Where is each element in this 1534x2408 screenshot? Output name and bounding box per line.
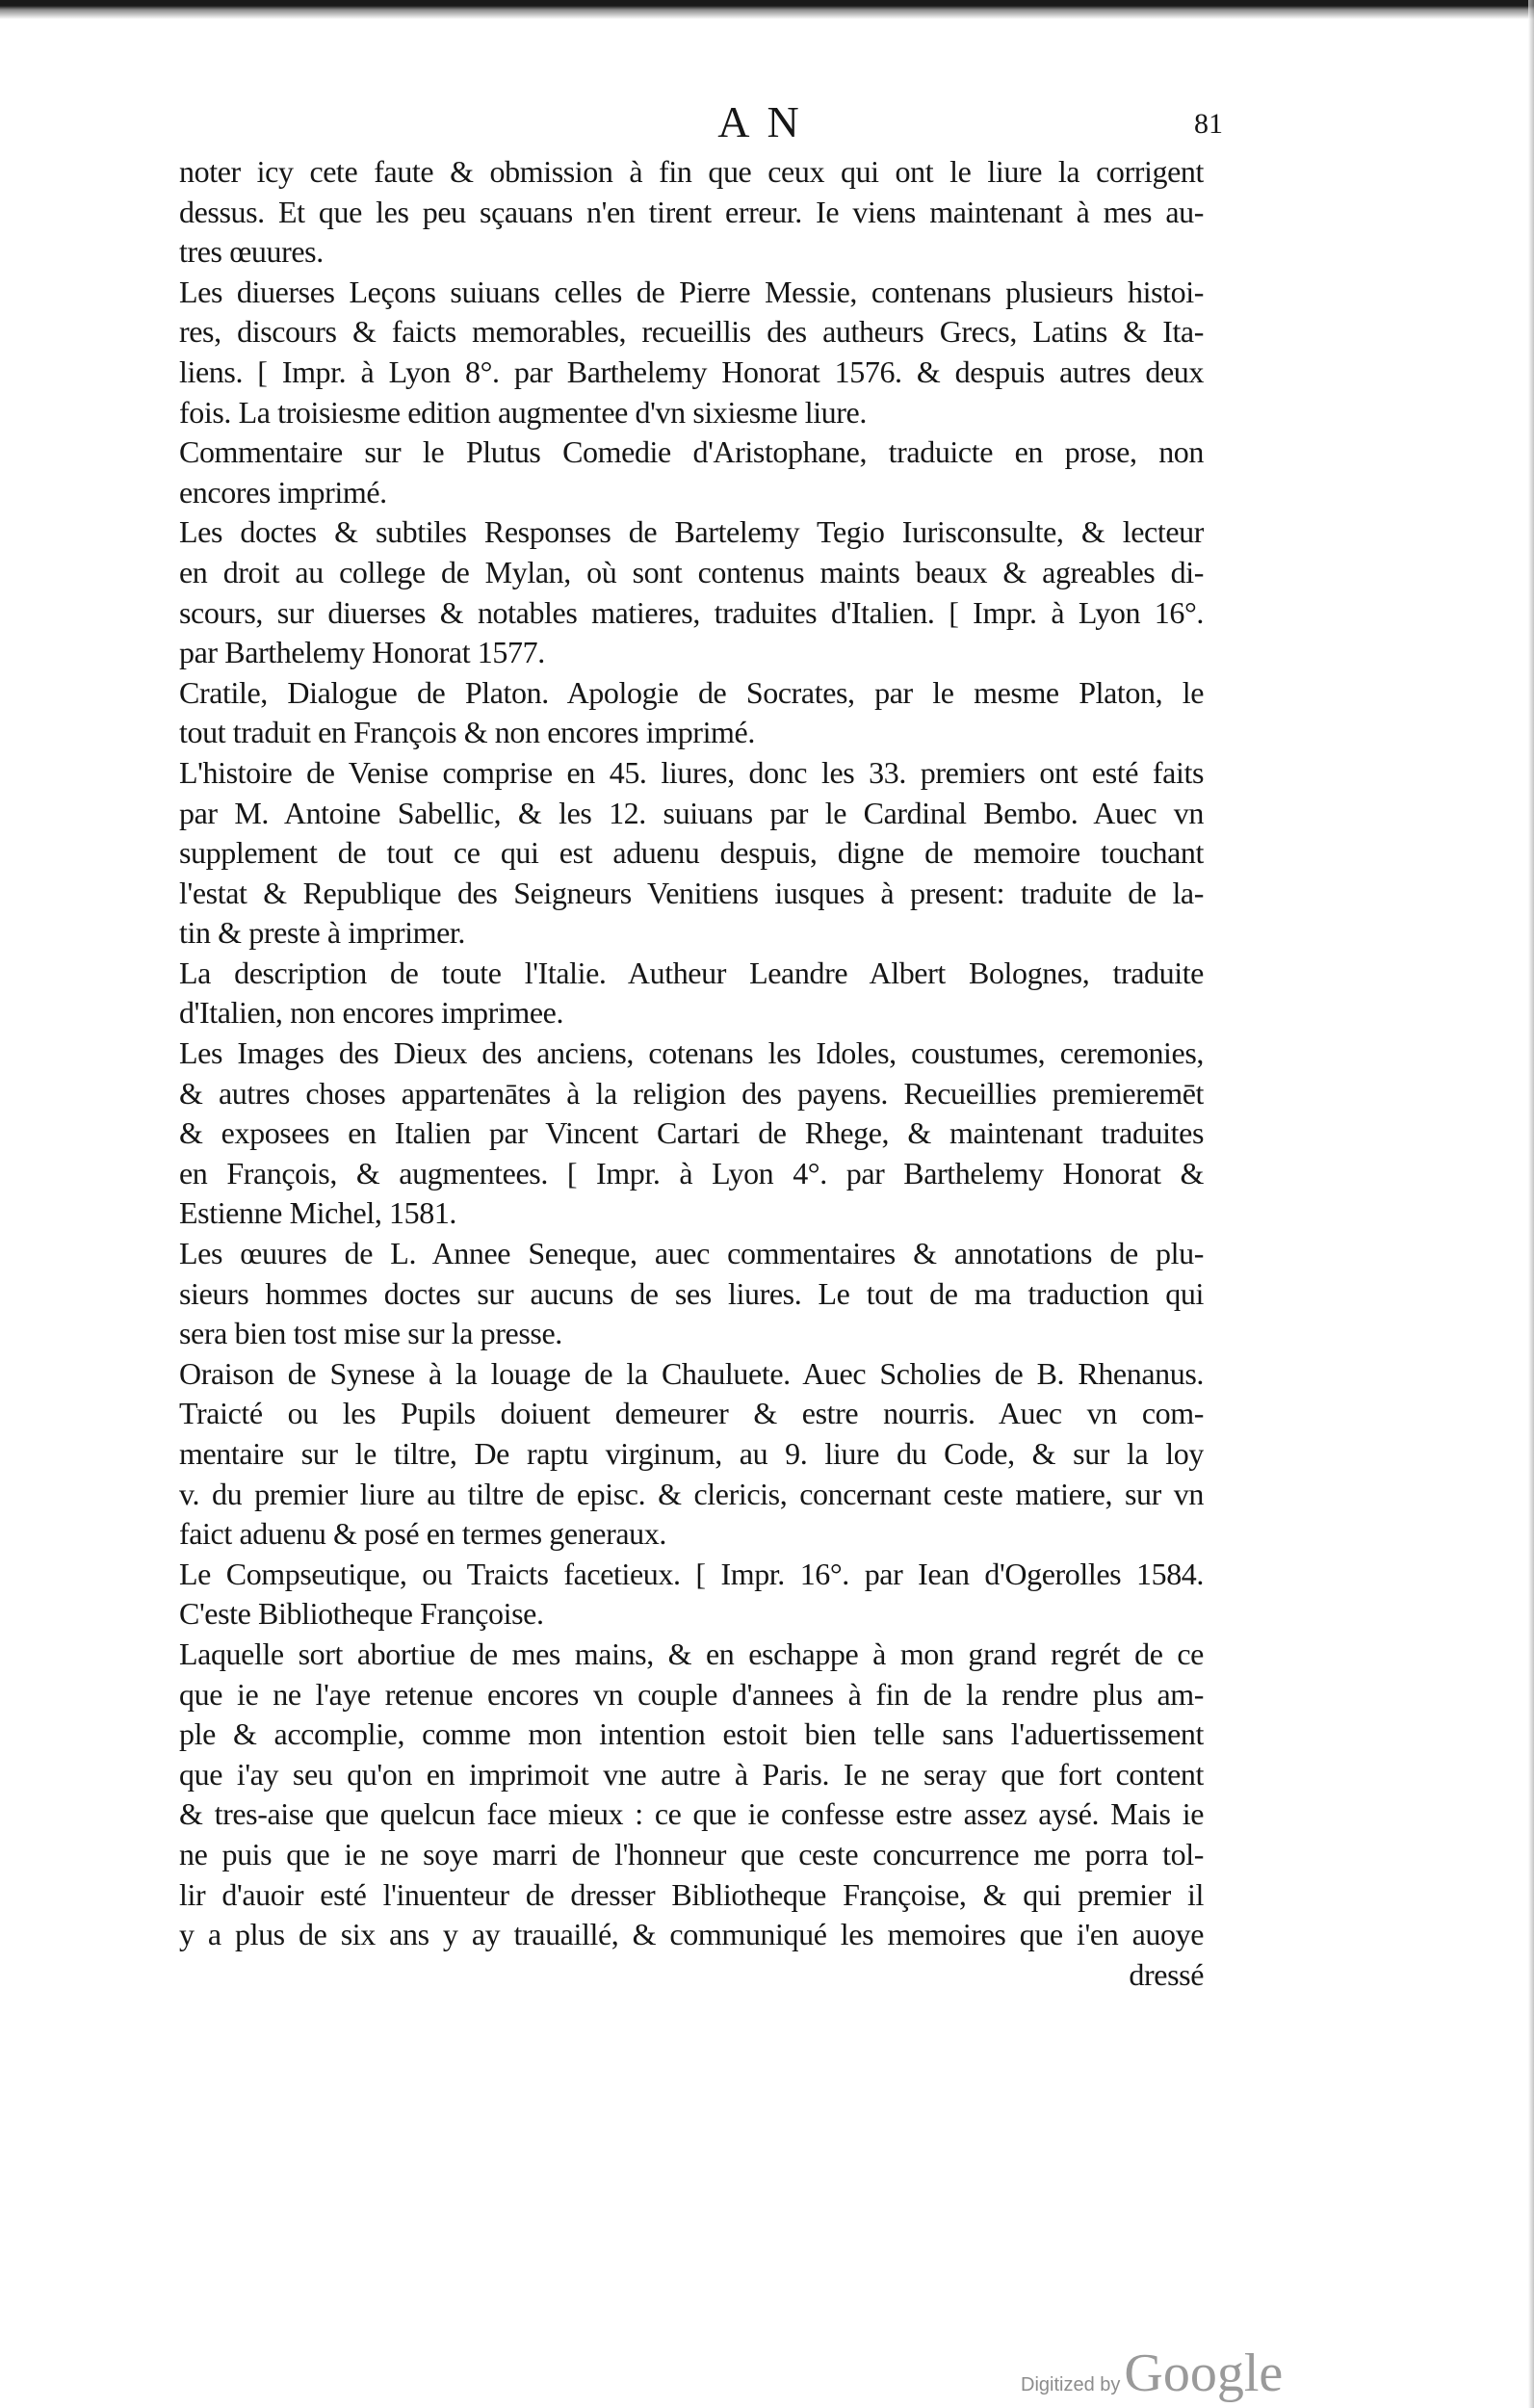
text-line: lir d'auoir esté l'inuenteur de dresser Bibliotheque Françoise, & qui premier il: [179, 1876, 1204, 1912]
scan-right-edge: [1528, 0, 1534, 2408]
attribution-prefix: Digitized by: [1021, 2374, 1121, 2395]
text-line: Cratile, Dialogue de Platon. Apologie de Socrates, par le mesme Platon, le: [179, 674, 1204, 710]
text-line: tout traduit en François & non encores imprimé.: [179, 715, 755, 750]
text-line: y a plus de six ans y ay trauaillé, & communiqué les memoires que i'en auoye: [179, 1917, 1204, 1952]
text-line: scours, sur diuerses & notables matieres, traduites d'Italien. [ Impr. à Lyon 16°.: [179, 594, 1204, 630]
text-line: Les doctes & subtiles Responses de Bartelemy Tegio Iurisconsulte, & lecteur: [179, 514, 1204, 550]
text-line: v. du premier liure au tiltre de episc. & clericis, concernant ceste matiere, sur vn: [179, 1476, 1204, 1511]
text-line: que i'ay seu qu'on en imprimoit vne autre à Paris. Ie ne seray que fort content: [179, 1756, 1204, 1792]
text-line: Les œuures de L. Annee Seneque, auec commentaires & annotations de plu-: [179, 1236, 1204, 1271]
text-line: tres œuures.: [179, 234, 324, 270]
text-line: La description de toute l'Italie. Autheur Leandre Albert Bolognes, traduite: [179, 955, 1204, 990]
text-line: par Barthelemy Honorat 1577.: [179, 635, 545, 670]
scan-top-edge: [0, 0, 1534, 21]
text-line: par M. Antoine Sabellic, & les 12. suiuans par le Cardinal Bembo. Auec vn: [179, 795, 1204, 830]
text-line: C'este Bibliotheque Françoise.: [179, 1596, 544, 1632]
text-line: Les Images des Dieux des anciens, cotenans les Idoles, coustumes, ceremonies,: [179, 1035, 1204, 1071]
text-line: ple & accomplie, comme mon intention estoit bien telle sans l'aduertissement: [179, 1716, 1204, 1752]
text-line: faict aduenu & posé en termes generaux.: [179, 1516, 666, 1552]
text-line: Le Compseutique, ou Traicts facetieux. [ Impr. 16°. par Iean d'Ogerolles 1584.: [179, 1556, 1204, 1591]
text-line: Traicté ou les Pupils doiuent demeurer & estre nourris. Auec vn com-: [179, 1396, 1204, 1431]
text-line: dessus. Et que les peu sçauans n'en tirent erreur. Ie viens maintenant à mes au-: [179, 194, 1204, 229]
text-line: res, discours & faicts memorables, recueillis des autheurs Grecs, Latins & Ita-: [179, 314, 1204, 350]
text-line: & exposees en Italien par Vincent Cartari de Rhege, & maintenant traduites: [179, 1115, 1204, 1151]
text-line: liens. [ Impr. à Lyon 8°. par Barthelemy Honorat 1576. & despuis autres deux: [179, 353, 1204, 389]
text-line: & autres choses appartenātes à la religion des payens. Recueillies premieremēt: [179, 1075, 1204, 1111]
text-line: tin & preste à imprimer.: [179, 915, 465, 951]
text-line: Les diuerses Leçons suiuans celles de Pierre Messie, contenans plusieurs histoi-: [179, 274, 1204, 309]
text-line: l'estat & Republique des Seigneurs Venitiens iusques à present: traduite de la-: [179, 875, 1204, 910]
text-line: en François, & augmentees. [ Impr. à Lyon 4°. par Barthelemy Honorat &: [179, 1155, 1204, 1191]
text-line: ne puis que ie ne soye marri de l'honneur que ceste concurrence me porra tol-: [179, 1836, 1204, 1871]
text-line: mentaire sur le tiltre, De raptu virginum, au 9. liure du Code, & sur la loy: [179, 1436, 1204, 1471]
text-line: sieurs hommes doctes sur aucuns de ses liures. Le tout de ma traduction qui: [179, 1275, 1204, 1311]
text-line: fois. La troisiesme edition augmentee d'vn sixiesme liure.: [179, 394, 867, 430]
text-line: que ie ne l'aye retenue encores vn couple d'annees à fin de la rendre plus am-: [179, 1676, 1204, 1712]
text-line: d'Italien, non encores imprimee.: [179, 995, 564, 1031]
text-line: noter icy cete faute & obmission à fin que ceux qui ont le liure la corrigent: [179, 154, 1204, 189]
page-number: 81: [1194, 108, 1223, 140]
page-body: [179, 152, 1204, 1995]
text-line: L'histoire de Venise comprise en 45. liures, donc les 33. premiers ont esté faits: [179, 754, 1204, 790]
text-line: Commentaire sur le Plutus Comedie d'Aristophane, traduicte en prose, non: [179, 434, 1204, 470]
text-line: Estienne Michel, 1581.: [179, 1195, 457, 1231]
digitization-attribution: [1021, 2343, 1283, 2404]
text-line: encores imprimé.: [179, 474, 387, 510]
running-head: AN: [717, 97, 817, 146]
google-logo: Google: [1124, 2343, 1284, 2403]
text-line: supplement de tout ce qui est aduenu despuis, digne de memoire touchant: [179, 835, 1204, 871]
text-line: Laquelle sort abortiue de mes mains, & en eschappe à mon grand regrét de ce: [179, 1636, 1204, 1671]
text-line: & tres-aise que quelcun face mieux : ce que ie confesse estre assez aysé. Mais ie: [179, 1796, 1204, 1832]
text-line: sera bien tost mise sur la presse.: [179, 1316, 562, 1351]
text-line: Oraison de Synese à la louage de la Chauluete. Auec Scholies de B. Rhenanus.: [179, 1355, 1204, 1391]
text-line: en droit au college de Mylan, où sont contenus maints beaux & agreables di-: [179, 554, 1204, 589]
catchword: dressé: [1129, 1956, 1204, 1992]
